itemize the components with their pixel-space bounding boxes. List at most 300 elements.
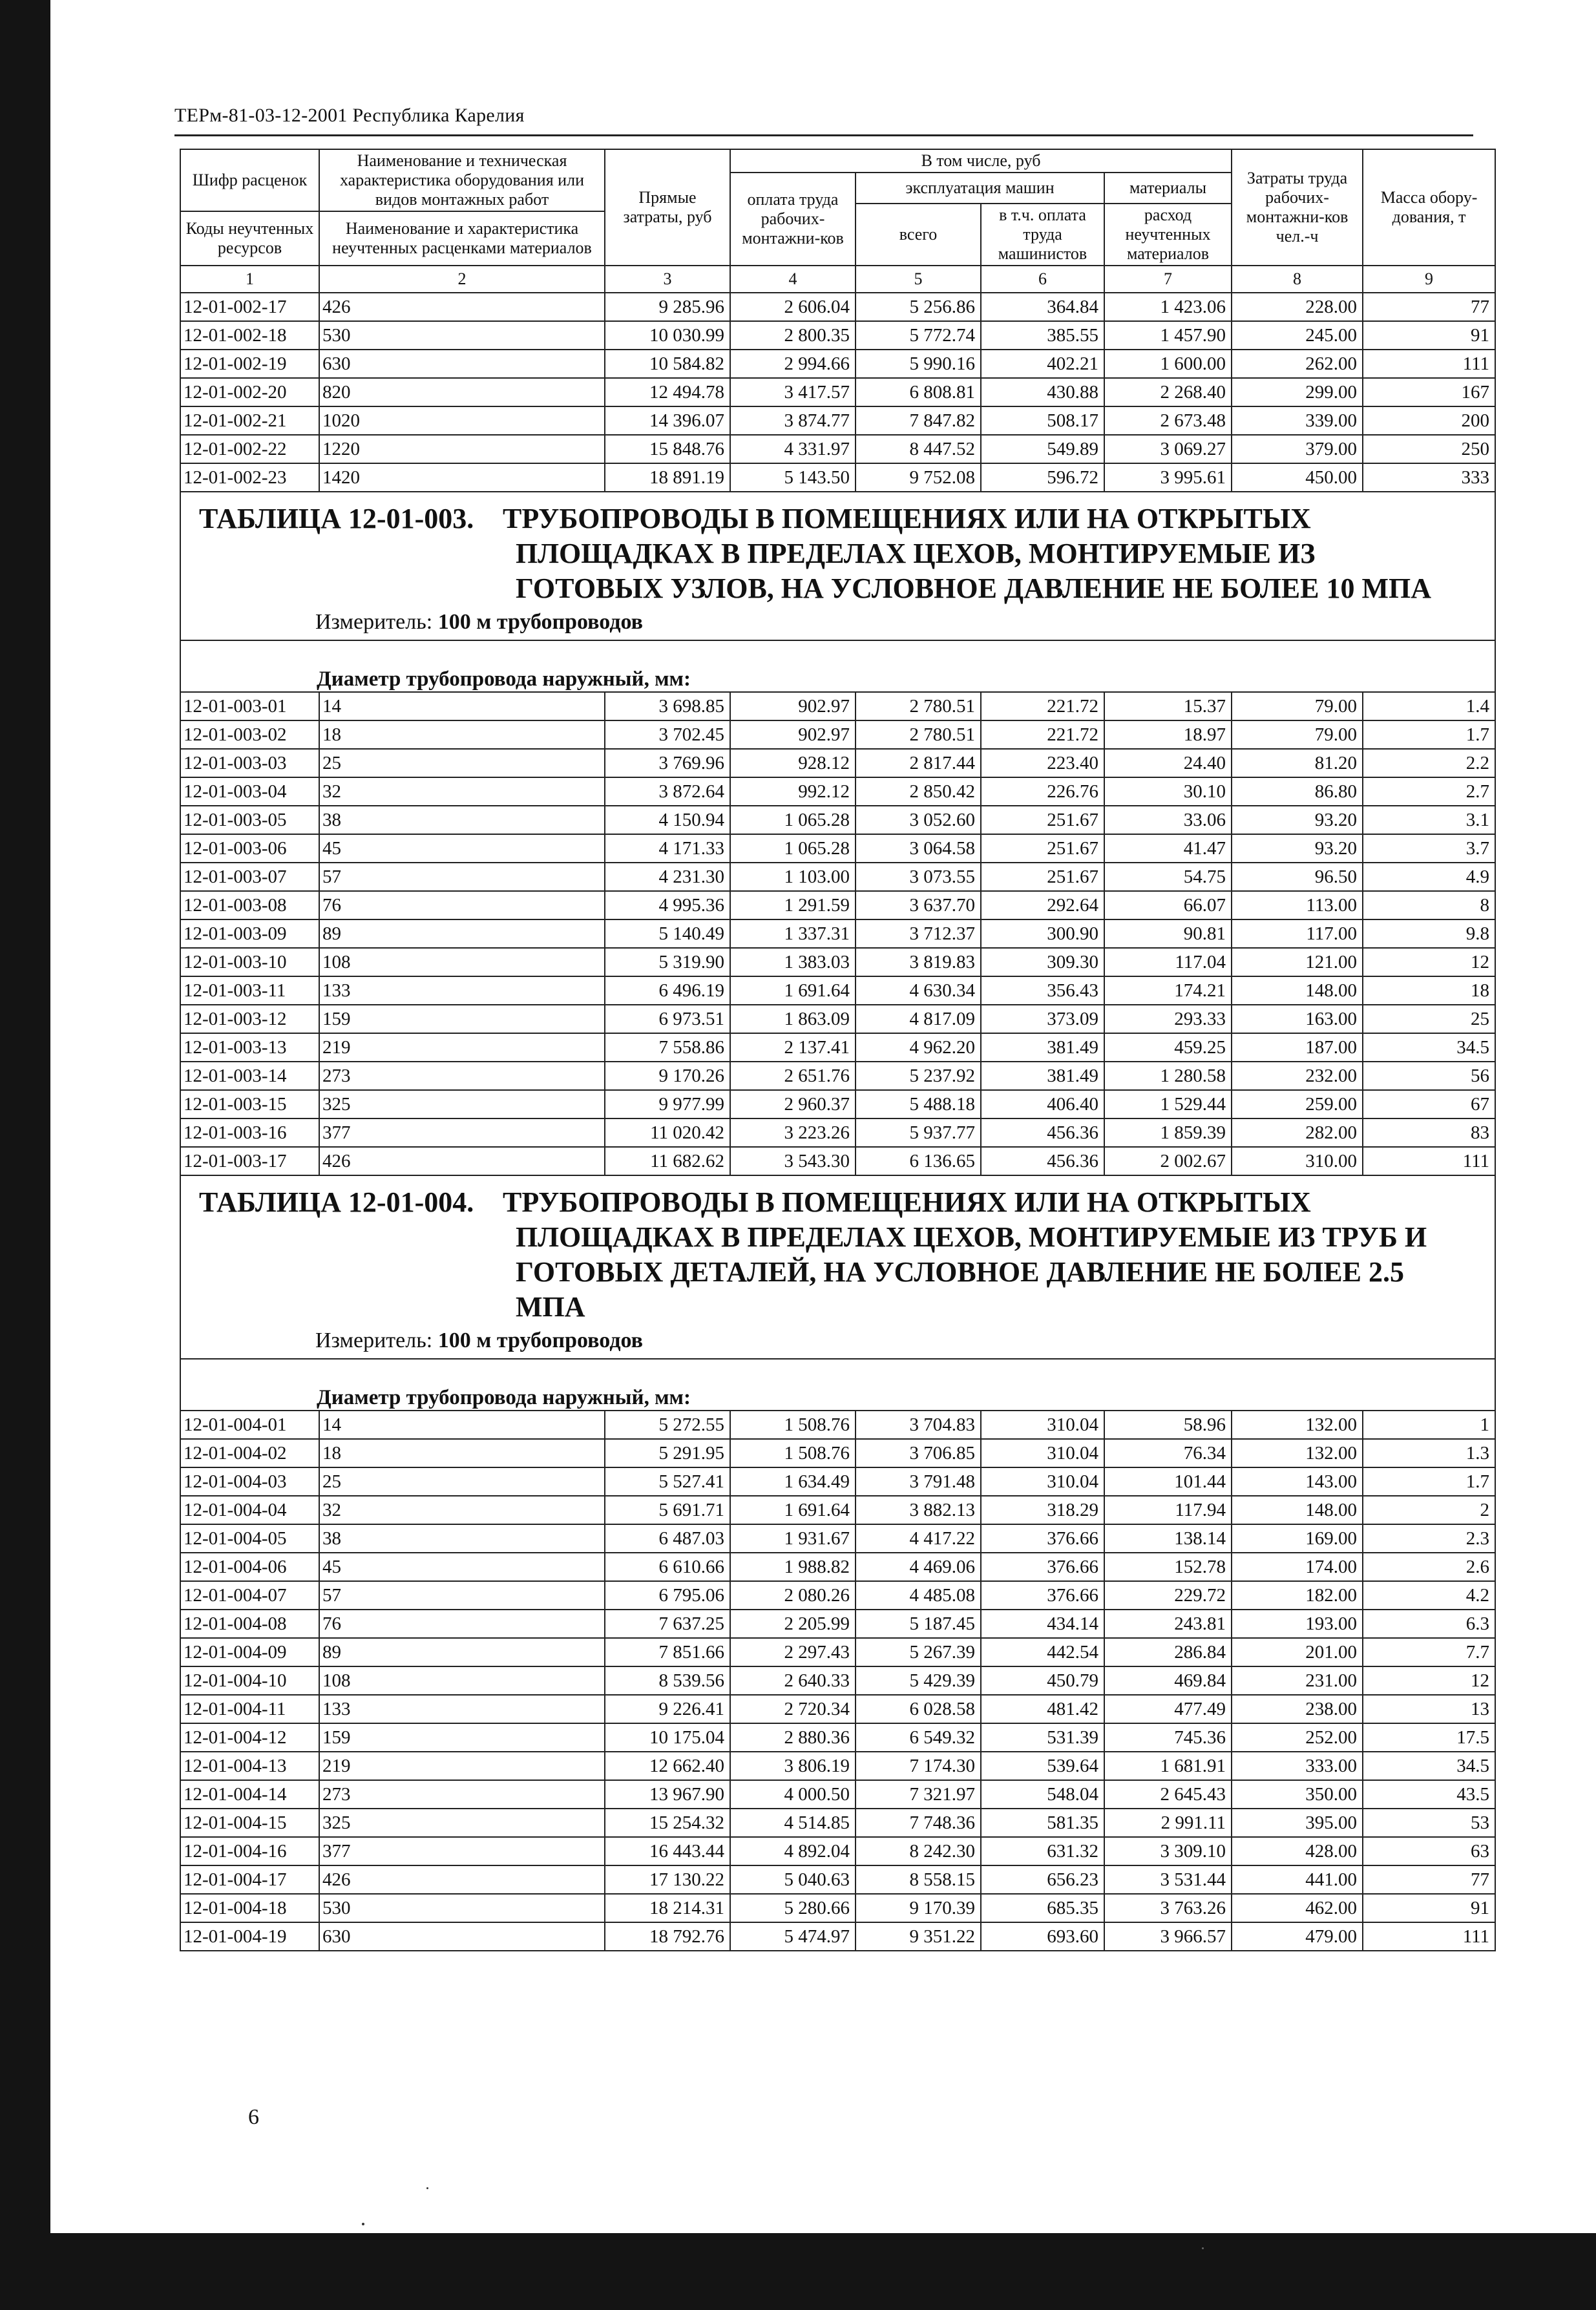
- rate-code-cell: 12-01-004-16: [180, 1837, 319, 1865]
- labor-costs-cell: 252.00: [1232, 1723, 1363, 1752]
- machinists-wage-cell: 456.36: [981, 1118, 1104, 1147]
- parameter-cell: 630: [319, 1922, 605, 1951]
- table-12-01-002-rows: [180, 293, 1495, 492]
- section-title-block: [180, 492, 1495, 640]
- rate-code-cell: 12-01-004-10: [180, 1666, 319, 1695]
- materials-cell: 459.25: [1104, 1033, 1232, 1062]
- parameter-cell: 76: [319, 891, 605, 919]
- equipment-mass-cell: 3.1: [1363, 806, 1495, 834]
- measure-unit: [186, 606, 1489, 640]
- parameter-cell: 18: [319, 720, 605, 749]
- table-row: [180, 891, 1495, 919]
- materials-cell: 286.84: [1104, 1638, 1232, 1666]
- direct-costs-cell: 17 130.22: [605, 1865, 730, 1894]
- machinists-wage-cell: 549.89: [981, 435, 1104, 463]
- machines-total-cell: 3 791.48: [856, 1467, 981, 1496]
- rate-code-cell: 12-01-004-18: [180, 1894, 319, 1922]
- workers-wage-cell: 1 383.03: [730, 948, 856, 976]
- table-row: [180, 406, 1495, 435]
- direct-costs-cell: 9 170.26: [605, 1062, 730, 1090]
- equipment-mass-cell: 1.3: [1363, 1439, 1495, 1467]
- materials-cell: 58.96: [1104, 1411, 1232, 1439]
- section-label: ТАБЛИЦА 12-01-003.: [199, 503, 474, 534]
- rate-code-cell: 12-01-003-11: [180, 976, 319, 1005]
- machinists-wage-cell: 300.90: [981, 919, 1104, 948]
- direct-costs-cell: 18 214.31: [605, 1894, 730, 1922]
- machinists-wage-cell: 656.23: [981, 1865, 1104, 1894]
- parameter-cell: 273: [319, 1780, 605, 1809]
- machines-total-cell: 6 136.65: [856, 1147, 981, 1175]
- section-12-01-003-header: [180, 492, 1495, 692]
- machines-total-cell: 2 780.51: [856, 692, 981, 720]
- equipment-mass-cell: 167: [1363, 378, 1495, 406]
- machinists-wage-cell: 223.40: [981, 749, 1104, 777]
- direct-costs-cell: 9 285.96: [605, 293, 730, 321]
- direct-costs-cell: 6 795.06: [605, 1581, 730, 1610]
- table-row: [180, 1723, 1495, 1752]
- materials-cell: 152.78: [1104, 1553, 1232, 1581]
- materials-cell: 2 673.48: [1104, 406, 1232, 435]
- direct-costs-cell: 12 494.78: [605, 378, 730, 406]
- table-row: [180, 1090, 1495, 1118]
- diameter-label: Диаметр трубопровода наружный, мм:: [180, 1359, 1495, 1411]
- equipment-mass-cell: 6.3: [1363, 1610, 1495, 1638]
- machines-total-cell: 4 469.06: [856, 1553, 981, 1581]
- labor-costs-cell: 86.80: [1232, 777, 1363, 806]
- materials-cell: 3 309.10: [1104, 1837, 1232, 1865]
- workers-wage-cell: 2 960.37: [730, 1090, 856, 1118]
- machinists-wage-cell: 376.66: [981, 1553, 1104, 1581]
- parameter-cell: 45: [319, 1553, 605, 1581]
- materials-cell: 174.21: [1104, 976, 1232, 1005]
- rate-code-cell: 12-01-004-12: [180, 1723, 319, 1752]
- section-title-line: ГОТОВЫХ УЗЛОВ, НА УСЛОВНОЕ ДАВЛЕНИЕ НЕ БОЛЕЕ 10 МПА: [516, 572, 1431, 604]
- machinists-wage-cell: 251.67: [981, 863, 1104, 891]
- rate-code-cell: 12-01-002-20: [180, 378, 319, 406]
- machinists-wage-cell: 596.72: [981, 463, 1104, 492]
- workers-wage-cell: 928.12: [730, 749, 856, 777]
- labor-costs-cell: 259.00: [1232, 1090, 1363, 1118]
- section-title-line: МПА: [516, 1291, 585, 1323]
- workers-wage-cell: 2 640.33: [730, 1666, 856, 1695]
- materials-cell: 3 995.61: [1104, 463, 1232, 492]
- rate-code-cell: 12-01-004-08: [180, 1610, 319, 1638]
- materials-cell: 1 280.58: [1104, 1062, 1232, 1090]
- labor-costs-cell: 163.00: [1232, 1005, 1363, 1033]
- workers-wage-cell: 5 280.66: [730, 1894, 856, 1922]
- machinists-wage-cell: 685.35: [981, 1894, 1104, 1922]
- equipment-mass-cell: 12: [1363, 1666, 1495, 1695]
- machinists-wage-cell: 406.40: [981, 1090, 1104, 1118]
- machines-total-cell: 6 549.32: [856, 1723, 981, 1752]
- workers-wage-cell: 1 988.82: [730, 1553, 856, 1581]
- table-row: [180, 1005, 1495, 1033]
- direct-costs-cell: 9 226.41: [605, 1695, 730, 1723]
- workers-wage-cell: 2 651.76: [730, 1062, 856, 1090]
- equipment-mass-cell: 43.5: [1363, 1780, 1495, 1809]
- labor-costs-cell: 245.00: [1232, 321, 1363, 350]
- rate-code-cell: 12-01-003-14: [180, 1062, 319, 1090]
- machines-total-cell: 9 752.08: [856, 463, 981, 492]
- machinists-wage-cell: 373.09: [981, 1005, 1104, 1033]
- rate-code-cell: 12-01-004-13: [180, 1752, 319, 1780]
- machines-total-cell: 3 706.85: [856, 1439, 981, 1467]
- equipment-mass-cell: 83: [1363, 1118, 1495, 1147]
- table-row: [180, 1581, 1495, 1610]
- workers-wage-cell: 1 931.67: [730, 1524, 856, 1553]
- materials-cell: 90.81: [1104, 919, 1232, 948]
- labor-costs-cell: 428.00: [1232, 1837, 1363, 1865]
- parameter-cell: 57: [319, 1581, 605, 1610]
- direct-costs-cell: 3 702.45: [605, 720, 730, 749]
- scan-speck: [362, 2223, 364, 2225]
- col-index: 7: [1104, 266, 1232, 293]
- table-row: [180, 1147, 1495, 1175]
- th-including-group: В том числе, руб: [730, 149, 1232, 173]
- section-title-line: ПЛОЩАДКАХ В ПРЕДЕЛАХ ЦЕХОВ, МОНТИРУЕМЫЕ ИЗ ТРУБ И: [516, 1221, 1427, 1253]
- parameter-cell: 14: [319, 1411, 605, 1439]
- labor-costs-cell: 193.00: [1232, 1610, 1363, 1638]
- rate-code-cell: 12-01-004-14: [180, 1780, 319, 1809]
- col-index: 1: [180, 266, 319, 293]
- materials-cell: 243.81: [1104, 1610, 1232, 1638]
- parameter-cell: 25: [319, 1467, 605, 1496]
- materials-cell: 2 002.67: [1104, 1147, 1232, 1175]
- workers-wage-cell: 2 297.43: [730, 1638, 856, 1666]
- table-row: [180, 1610, 1495, 1638]
- workers-wage-cell: 5 143.50: [730, 463, 856, 492]
- machines-total-cell: 3 882.13: [856, 1496, 981, 1524]
- table-row: [180, 948, 1495, 976]
- table-row: [180, 1553, 1495, 1581]
- table-row: [180, 463, 1495, 492]
- table-row: [180, 1695, 1495, 1723]
- equipment-mass-cell: 34.5: [1363, 1033, 1495, 1062]
- labor-costs-cell: 333.00: [1232, 1752, 1363, 1780]
- machinists-wage-cell: 251.67: [981, 806, 1104, 834]
- page-number: 6: [248, 2105, 259, 2129]
- parameter-cell: 1220: [319, 435, 605, 463]
- labor-costs-cell: 282.00: [1232, 1118, 1363, 1147]
- equipment-mass-cell: 18: [1363, 976, 1495, 1005]
- machines-total-cell: 7 174.30: [856, 1752, 981, 1780]
- measure-label: Измеритель:: [315, 1328, 433, 1352]
- table-row: [180, 1467, 1495, 1496]
- th-name: Наименование и техническая характеристика оборудования или видов монтажных работ: [319, 149, 605, 211]
- materials-cell: 2 268.40: [1104, 378, 1232, 406]
- materials-cell: 101.44: [1104, 1467, 1232, 1496]
- labor-costs-cell: 187.00: [1232, 1033, 1363, 1062]
- machinists-wage-cell: 434.14: [981, 1610, 1104, 1638]
- machines-total-cell: 2 850.42: [856, 777, 981, 806]
- rate-code-cell: 12-01-003-13: [180, 1033, 319, 1062]
- workers-wage-cell: 4 331.97: [730, 435, 856, 463]
- workers-wage-cell: 992.12: [730, 777, 856, 806]
- scan-speck: [426, 2187, 428, 2189]
- direct-costs-cell: 3 769.96: [605, 749, 730, 777]
- equipment-mass-cell: 67: [1363, 1090, 1495, 1118]
- table-row: [180, 1922, 1495, 1951]
- materials-cell: 76.34: [1104, 1439, 1232, 1467]
- machinists-wage-cell: 376.66: [981, 1524, 1104, 1553]
- materials-cell: 15.37: [1104, 692, 1232, 720]
- equipment-mass-cell: 3.7: [1363, 834, 1495, 863]
- labor-costs-cell: 96.50: [1232, 863, 1363, 891]
- machinists-wage-cell: 581.35: [981, 1809, 1104, 1837]
- rate-code-cell: 12-01-003-09: [180, 919, 319, 948]
- col-index: 3: [605, 266, 730, 293]
- parameter-cell: 273: [319, 1062, 605, 1090]
- measure-label: Измеритель:: [315, 610, 433, 634]
- parameter-cell: 530: [319, 1894, 605, 1922]
- direct-costs-cell: 7 851.66: [605, 1638, 730, 1666]
- machines-total-cell: 9 351.22: [856, 1922, 981, 1951]
- table-row: [180, 1411, 1495, 1439]
- machines-total-cell: 8 447.52: [856, 435, 981, 463]
- parameter-cell: 38: [319, 806, 605, 834]
- labor-costs-cell: 93.20: [1232, 806, 1363, 834]
- direct-costs-cell: 15 254.32: [605, 1809, 730, 1837]
- th-direct-costs: Прямые затраты, руб: [605, 149, 730, 266]
- rate-code-cell: 12-01-003-12: [180, 1005, 319, 1033]
- materials-cell: 3 531.44: [1104, 1865, 1232, 1894]
- machinists-wage-cell: 364.84: [981, 293, 1104, 321]
- machinists-wage-cell: 310.04: [981, 1411, 1104, 1439]
- col-index: 8: [1232, 266, 1363, 293]
- table-row: [180, 1780, 1495, 1809]
- workers-wage-cell: 2 994.66: [730, 350, 856, 378]
- table-row: [180, 806, 1495, 834]
- labor-costs-cell: 169.00: [1232, 1524, 1363, 1553]
- machinists-wage-cell: 450.79: [981, 1666, 1104, 1695]
- rate-code-cell: 12-01-004-03: [180, 1467, 319, 1496]
- rate-code-cell: 12-01-002-17: [180, 293, 319, 321]
- rate-code-cell: 12-01-002-22: [180, 435, 319, 463]
- machinists-wage-cell: 292.64: [981, 891, 1104, 919]
- header-rule: [174, 134, 1473, 136]
- machines-total-cell: 5 267.39: [856, 1638, 981, 1666]
- parameter-cell: 426: [319, 1147, 605, 1175]
- table-row: [180, 720, 1495, 749]
- section-title: [186, 492, 1489, 606]
- section-label: ТАБЛИЦА 12-01-004.: [199, 1186, 474, 1218]
- machinists-wage-cell: 539.64: [981, 1752, 1104, 1780]
- workers-wage-cell: 2 800.35: [730, 321, 856, 350]
- equipment-mass-cell: 111: [1363, 1147, 1495, 1175]
- machines-total-cell: 5 256.86: [856, 293, 981, 321]
- direct-costs-cell: 12 662.40: [605, 1752, 730, 1780]
- labor-costs-cell: 148.00: [1232, 1496, 1363, 1524]
- machines-total-cell: 9 170.39: [856, 1894, 981, 1922]
- machines-total-cell: 3 637.70: [856, 891, 981, 919]
- parameter-cell: 426: [319, 1865, 605, 1894]
- materials-cell: 18.97: [1104, 720, 1232, 749]
- workers-wage-cell: 1 065.28: [730, 834, 856, 863]
- table-row: [180, 293, 1495, 321]
- equipment-mass-cell: 63: [1363, 1837, 1495, 1865]
- workers-wage-cell: 1 291.59: [730, 891, 856, 919]
- equipment-mass-cell: 17.5: [1363, 1723, 1495, 1752]
- rates-table: [180, 149, 1496, 1951]
- materials-cell: 293.33: [1104, 1005, 1232, 1033]
- workers-wage-cell: 902.97: [730, 720, 856, 749]
- machinists-wage-cell: 381.49: [981, 1062, 1104, 1090]
- parameter-cell: 89: [319, 1638, 605, 1666]
- table-row: [180, 919, 1495, 948]
- table-12-01-003-rows: [180, 692, 1495, 1175]
- machinists-wage-cell: 251.67: [981, 834, 1104, 863]
- materials-cell: 33.06: [1104, 806, 1232, 834]
- direct-costs-cell: 13 967.90: [605, 1780, 730, 1809]
- direct-costs-cell: 11 682.62: [605, 1147, 730, 1175]
- scan-speck: [1202, 2247, 1204, 2249]
- direct-costs-cell: 4 150.94: [605, 806, 730, 834]
- materials-cell: 2 991.11: [1104, 1809, 1232, 1837]
- rate-code-cell: 12-01-004-01: [180, 1411, 319, 1439]
- materials-cell: 1 859.39: [1104, 1118, 1232, 1147]
- direct-costs-cell: 6 610.66: [605, 1553, 730, 1581]
- labor-costs-cell: 462.00: [1232, 1894, 1363, 1922]
- labor-costs-cell: 79.00: [1232, 720, 1363, 749]
- rate-code-cell: 12-01-004-06: [180, 1553, 319, 1581]
- materials-cell: 1 600.00: [1104, 350, 1232, 378]
- rate-code-cell: 12-01-004-05: [180, 1524, 319, 1553]
- table-row: [180, 1837, 1495, 1865]
- workers-wage-cell: 4 000.50: [730, 1780, 856, 1809]
- workers-wage-cell: 2 205.99: [730, 1610, 856, 1638]
- scan-border-bottom: [0, 2233, 1596, 2310]
- workers-wage-cell: 2 720.34: [730, 1695, 856, 1723]
- direct-costs-cell: 3 698.85: [605, 692, 730, 720]
- th-materials-group: материалы: [1104, 173, 1232, 204]
- direct-costs-cell: 5 291.95: [605, 1439, 730, 1467]
- workers-wage-cell: 5 040.63: [730, 1865, 856, 1894]
- diameter-label: Диаметр трубопровода наружный, мм:: [180, 640, 1495, 692]
- table-row: [180, 692, 1495, 720]
- rate-code-cell: 12-01-003-04: [180, 777, 319, 806]
- direct-costs-cell: 8 539.56: [605, 1666, 730, 1695]
- machines-total-cell: 6 808.81: [856, 378, 981, 406]
- th-machines-group: эксплуатация машин: [856, 173, 1104, 204]
- rate-code-cell: 12-01-003-16: [180, 1118, 319, 1147]
- equipment-mass-cell: 2: [1363, 1496, 1495, 1524]
- direct-costs-cell: 4 231.30: [605, 863, 730, 891]
- parameter-cell: 76: [319, 1610, 605, 1638]
- direct-costs-cell: 6 487.03: [605, 1524, 730, 1553]
- equipment-mass-cell: 34.5: [1363, 1752, 1495, 1780]
- parameter-cell: 1420: [319, 463, 605, 492]
- equipment-mass-cell: 77: [1363, 293, 1495, 321]
- labor-costs-cell: 379.00: [1232, 435, 1363, 463]
- parameter-cell: 25: [319, 749, 605, 777]
- machines-total-cell: 4 485.08: [856, 1581, 981, 1610]
- workers-wage-cell: 2 880.36: [730, 1723, 856, 1752]
- materials-cell: 66.07: [1104, 891, 1232, 919]
- th-labor-costs: Затраты труда рабочих-монтажни-ков чел.-ч: [1232, 149, 1363, 266]
- workers-wage-cell: 5 474.97: [730, 1922, 856, 1951]
- equipment-mass-cell: 91: [1363, 321, 1495, 350]
- machinists-wage-cell: 310.04: [981, 1439, 1104, 1467]
- labor-costs-cell: 232.00: [1232, 1062, 1363, 1090]
- direct-costs-cell: 5 319.90: [605, 948, 730, 976]
- parameter-cell: 89: [319, 919, 605, 948]
- table-row: [180, 749, 1495, 777]
- direct-costs-cell: 18 891.19: [605, 463, 730, 492]
- machines-total-cell: 3 073.55: [856, 863, 981, 891]
- workers-wage-cell: 1 863.09: [730, 1005, 856, 1033]
- col-index: 2: [319, 266, 605, 293]
- labor-costs-cell: 81.20: [1232, 749, 1363, 777]
- rate-code-cell: 12-01-003-01: [180, 692, 319, 720]
- table-row: [180, 1062, 1495, 1090]
- workers-wage-cell: 3 806.19: [730, 1752, 856, 1780]
- rate-code-cell: 12-01-003-10: [180, 948, 319, 976]
- section-title-line: ТРУБОПРОВОДЫ В ПОМЕЩЕНИЯХ ИЛИ НА ОТКРЫТЫХ: [503, 1186, 1311, 1218]
- labor-costs-cell: 201.00: [1232, 1638, 1363, 1666]
- equipment-mass-cell: 25: [1363, 1005, 1495, 1033]
- equipment-mass-cell: 91: [1363, 1894, 1495, 1922]
- machinists-wage-cell: 226.76: [981, 777, 1104, 806]
- machines-total-cell: 5 772.74: [856, 321, 981, 350]
- parameter-cell: 108: [319, 948, 605, 976]
- table-row: [180, 1439, 1495, 1467]
- workers-wage-cell: 2 606.04: [730, 293, 856, 321]
- rate-code-cell: 12-01-003-05: [180, 806, 319, 834]
- labor-costs-cell: 228.00: [1232, 293, 1363, 321]
- direct-costs-cell: 15 848.76: [605, 435, 730, 463]
- materials-cell: 745.36: [1104, 1723, 1232, 1752]
- table-row: [180, 1865, 1495, 1894]
- table-row: [180, 435, 1495, 463]
- labor-costs-cell: 450.00: [1232, 463, 1363, 492]
- rate-code-cell: 12-01-004-11: [180, 1695, 319, 1723]
- table-row: [180, 1894, 1495, 1922]
- parameter-cell: 32: [319, 1496, 605, 1524]
- equipment-mass-cell: 2.7: [1363, 777, 1495, 806]
- th-code: Шифр расценок: [180, 149, 319, 211]
- table-row: [180, 1638, 1495, 1666]
- machinists-wage-cell: 381.49: [981, 1033, 1104, 1062]
- workers-wage-cell: 2 137.41: [730, 1033, 856, 1062]
- direct-costs-cell: 10 030.99: [605, 321, 730, 350]
- th-resource-codes: Коды неучтенных ресурсов: [180, 211, 319, 266]
- parameter-cell: 325: [319, 1809, 605, 1837]
- labor-costs-cell: 299.00: [1232, 378, 1363, 406]
- section-title-line: ТРУБОПРОВОДЫ В ПОМЕЩЕНИЯХ ИЛИ НА ОТКРЫТЫХ: [503, 503, 1311, 534]
- equipment-mass-cell: 56: [1363, 1062, 1495, 1090]
- col-index: 6: [981, 266, 1104, 293]
- table-row: [180, 777, 1495, 806]
- table-12-01-004-rows: [180, 1411, 1495, 1951]
- workers-wage-cell: 4 892.04: [730, 1837, 856, 1865]
- equipment-mass-cell: 1.4: [1363, 692, 1495, 720]
- rate-code-cell: 12-01-002-18: [180, 321, 319, 350]
- th-unaccounted-materials: расход неучтенных материалов: [1104, 204, 1232, 266]
- rate-code-cell: 12-01-003-15: [180, 1090, 319, 1118]
- equipment-mass-cell: 12: [1363, 948, 1495, 976]
- direct-costs-cell: 18 792.76: [605, 1922, 730, 1951]
- machines-total-cell: 3 819.83: [856, 948, 981, 976]
- parameter-cell: 133: [319, 976, 605, 1005]
- parameter-cell: 57: [319, 863, 605, 891]
- machinists-wage-cell: 402.21: [981, 350, 1104, 378]
- machines-total-cell: 4 962.20: [856, 1033, 981, 1062]
- workers-wage-cell: 1 065.28: [730, 806, 856, 834]
- materials-cell: 117.94: [1104, 1496, 1232, 1524]
- direct-costs-cell: 7 637.25: [605, 1610, 730, 1638]
- table-row: [180, 976, 1495, 1005]
- machines-total-cell: 8 242.30: [856, 1837, 981, 1865]
